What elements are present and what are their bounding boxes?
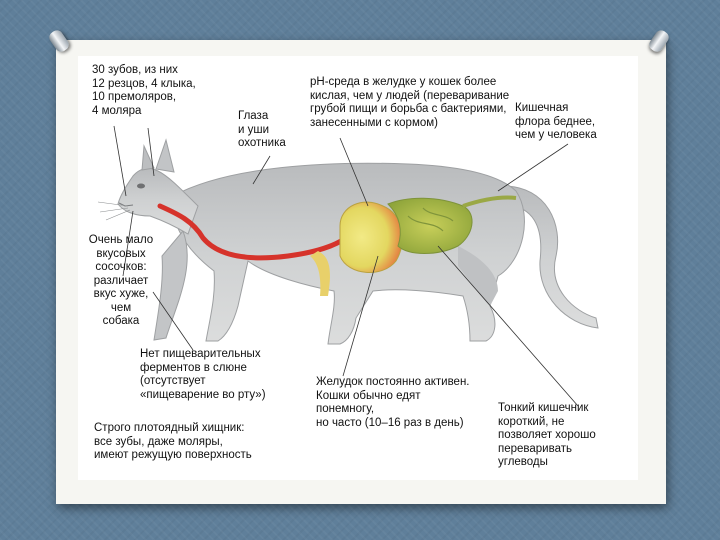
stomach-ph-label: pH-среда в желудке у кошек более кислая, чем у людей (переваривание грубой пищи и борьба с бактериями, занесенными с кормом) bbox=[310, 76, 510, 129]
small-intestine-label: Тонкий кишечник короткий, не позволяет хорошо переваривать углеводы bbox=[498, 402, 596, 468]
carnivore-label: Строго плотоядный хищник: все зубы, даже моляры, имеют режущую поверхность bbox=[94, 422, 252, 461]
saliva-enzymes-label: Нет пищеварительных ферментов в слюне (отсутствует «пищеварение во рту») bbox=[140, 348, 266, 401]
cat-anatomy-image bbox=[78, 56, 638, 480]
leader-line bbox=[114, 126, 126, 196]
taste-buds-label: Очень мало вкусовых сосочков: различает вкус хуже, чем собака bbox=[88, 234, 154, 327]
teeth-label: 30 зубов, из них 12 резцов, 4 клыка, 10 премоляров, 4 моляра bbox=[92, 64, 196, 117]
intestinal-flora-label: Кишечная флора беднее, чем у человека bbox=[515, 102, 597, 141]
eyes-ears-label: Глаза и уши охотника bbox=[238, 110, 286, 149]
stomach-activity-label: Желудок постоянно активен. Кошки обычно едят понемногу, но часто (10–16 раз в день) bbox=[316, 376, 470, 429]
intestine bbox=[388, 198, 472, 253]
stomach bbox=[340, 202, 402, 272]
leader-line bbox=[498, 144, 568, 191]
